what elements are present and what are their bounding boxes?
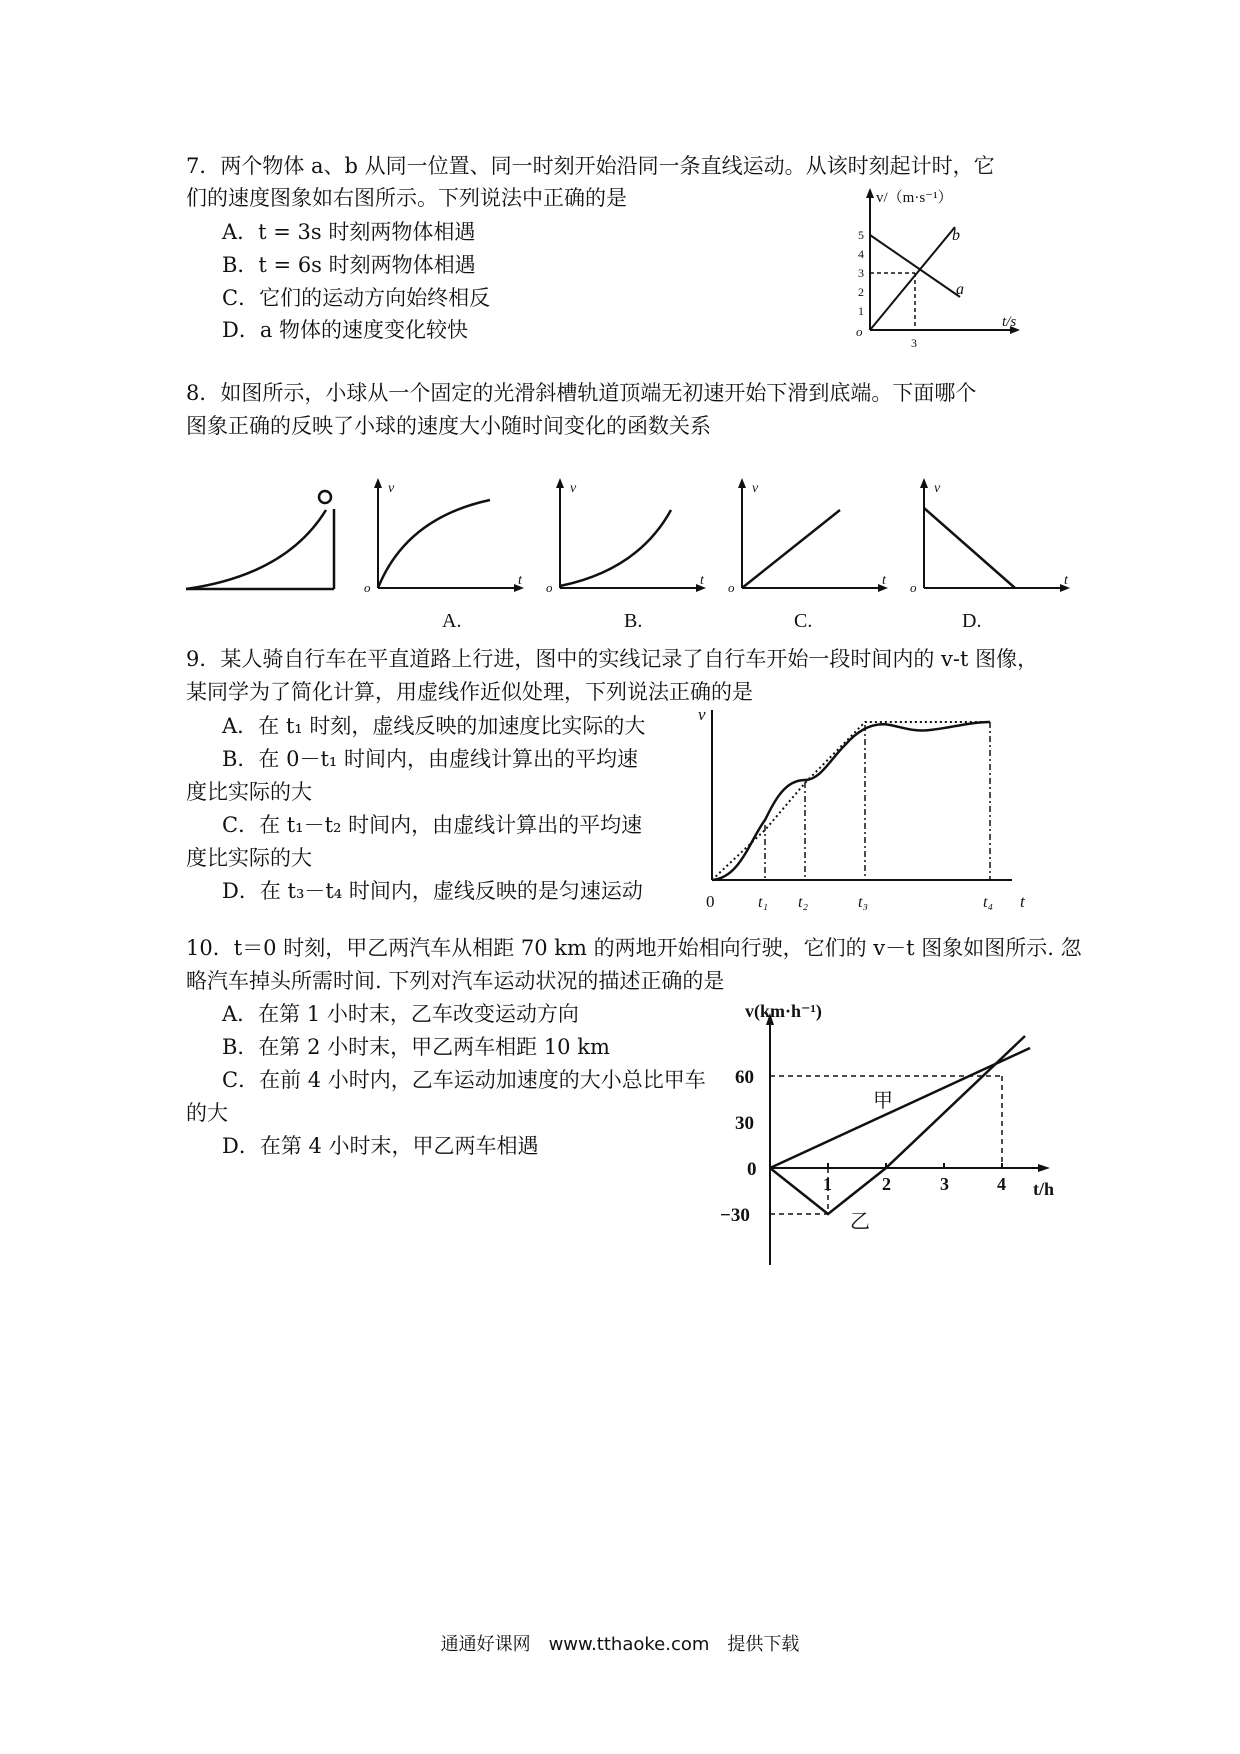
q9-actual-curve	[712, 722, 990, 880]
q8-graph-b	[548, 478, 708, 598]
q7-stem-line1: 7．两个物体 a、b 从同一位置、同一时刻开始沿同一条直线运动。从该时刻起计时，它	[186, 154, 995, 178]
q9-xlabel: t	[1020, 892, 1025, 911]
line-d	[924, 508, 1015, 588]
q7-ylabel: v/（m·s⁻¹）	[876, 190, 953, 206]
q8-caption-b: B.	[624, 610, 643, 632]
q9-option-a: A．在 t₁ 时刻，虚线反映的加速度比实际的大	[222, 714, 646, 738]
q7-option-d: D．a 物体的速度变化较快	[222, 318, 469, 342]
q10-ytick-60: 60	[735, 1067, 754, 1088]
q8-graph-a	[366, 478, 526, 598]
q9-approx-line	[712, 722, 990, 880]
q10-option-d: D．在第 4 小时末，甲乙两车相遇	[222, 1134, 539, 1158]
q7-ytick-2: 2	[858, 285, 864, 299]
axis-t: t	[518, 573, 522, 588]
q10-xtick-3: 3	[940, 1174, 949, 1194]
q7-ytick-5: 5	[858, 228, 864, 242]
q9-stem-line1: 9．某人骑自行车在平直道路上行进，图中的实线记录了自行车开始一段时间内的 v-t 图像，	[186, 647, 1039, 671]
q9-option-b-line1: B．在 0－t₁ 时间内，由虚线计算出的平均速	[222, 747, 638, 771]
q10-ylabel: v(km·h⁻¹)	[745, 1001, 822, 1021]
q7-vt-graph	[840, 190, 1020, 350]
axis-v: v	[934, 481, 941, 496]
q10-option-b: B．在第 2 小时末，甲乙两车相距 10 km	[222, 1035, 610, 1059]
axis-t: t	[882, 573, 886, 588]
q7-origin: o	[856, 324, 863, 339]
q10-stem-line2: 略汽车掉头所需时间. 下列对汽车运动状况的描述正确的是	[186, 969, 725, 993]
q10-option-c-line1: C．在前 4 小时内，乙车运动加速度的大小总比甲车	[222, 1068, 706, 1092]
q9-xtick-t1: t₁	[758, 894, 769, 911]
q10-label-yi: 乙	[850, 1209, 870, 1233]
line-c	[742, 510, 840, 588]
q9-xtick-t4: t₄	[983, 894, 994, 911]
q8-caption-a: A.	[442, 610, 462, 632]
q10-stem-line1: 10．t＝0 时刻，甲乙两汽车从相距 70 km 的两地开始相向行驶，它们的 v－t 图象如图所示. 忽	[186, 936, 1082, 960]
axis-v: v	[752, 481, 759, 496]
q7-ytick-3: 3	[858, 266, 864, 280]
q7-label-b: b	[952, 227, 960, 244]
q10-ytick-30: 30	[735, 1113, 754, 1134]
q10-xtick-2: 2	[882, 1174, 891, 1194]
q8-caption-c: C.	[794, 610, 813, 632]
q7-label-a: a	[956, 281, 964, 298]
q10-label-jia: 甲	[873, 1088, 893, 1112]
q8-caption-d: D.	[962, 610, 982, 632]
ball-icon	[319, 491, 331, 503]
origin: o	[728, 580, 735, 595]
q8-track-figure	[186, 485, 346, 595]
q9-xtick-t3: t₃	[858, 894, 869, 911]
curve-b	[560, 510, 671, 586]
axis-t: t	[1064, 573, 1068, 588]
q9-option-c-line1: C．在 t₁－t₂ 时间内，由虚线计算出的平均速	[222, 813, 643, 837]
q10-ytick-neg30: −30	[720, 1205, 750, 1226]
axis-v: v	[388, 481, 395, 496]
q10-ytick-0: 0	[747, 1159, 757, 1180]
q9-vt-graph	[690, 700, 1035, 910]
q7-option-c: C．它们的运动方向始终相反	[222, 286, 491, 310]
origin: o	[364, 580, 371, 595]
origin: o	[910, 580, 917, 595]
track-curve	[186, 510, 326, 589]
q7-ytick-4: 4	[858, 247, 864, 261]
q10-xlabel: t/h	[1033, 1179, 1055, 1199]
q9-origin: 0	[706, 892, 715, 911]
q9-option-d: D．在 t₃－t₄ 时间内，虚线反映的是匀速运动	[222, 879, 643, 903]
q10-line-yi	[770, 1036, 1025, 1214]
axis-t: t	[700, 573, 704, 588]
q7-xlabel: t/s	[1002, 314, 1017, 330]
axis-v: v	[570, 481, 577, 496]
q8-graph-d	[912, 478, 1072, 598]
q10-vt-graph	[720, 1001, 1065, 1273]
q7-y-arrow	[866, 188, 874, 198]
q7-ytick-1: 1	[858, 304, 864, 318]
q7-option-b: B．t = 6s 时刻两物体相遇	[222, 253, 476, 277]
q9-option-c-line2: 度比实际的大	[186, 846, 312, 870]
q9-xtick-t2: t₂	[798, 894, 809, 911]
curve-a	[378, 500, 490, 588]
q7-xtick-3: 3	[911, 336, 917, 350]
q10-option-a: A．在第 1 小时末，乙车改变运动方向	[222, 1002, 579, 1026]
q7-option-a: A．t = 3s 时刻两物体相遇	[222, 220, 476, 244]
q8-stem-line1: 8．如图所示，小球从一个固定的光滑斜槽轨道顶端无初速开始下滑到底端。下面哪个	[186, 381, 977, 405]
q9-stem-line2: 某同学为了简化计算，用虚线作近似处理，下列说法正确的是	[186, 680, 753, 704]
page-footer: 通通好课网 www.tthaoke.com 提供下载	[440, 1634, 800, 1655]
origin: o	[546, 580, 553, 595]
q9-ylabel: v	[698, 705, 706, 724]
q7-line-b	[870, 227, 955, 330]
q10-option-c-line2: 的大	[186, 1101, 228, 1125]
q9-option-b-line2: 度比实际的大	[186, 780, 312, 804]
q10-xtick-1: 1	[823, 1174, 832, 1194]
q10-xtick-4: 4	[997, 1174, 1006, 1194]
q8-graph-c	[730, 478, 890, 598]
q7-stem-line2: 们的速度图象如右图所示。下列说法中正确的是	[186, 186, 627, 210]
q8-stem-line2: 图象正确的反映了小球的速度大小随时间变化的函数关系	[186, 414, 711, 438]
q10-line-jia	[770, 1048, 1030, 1168]
